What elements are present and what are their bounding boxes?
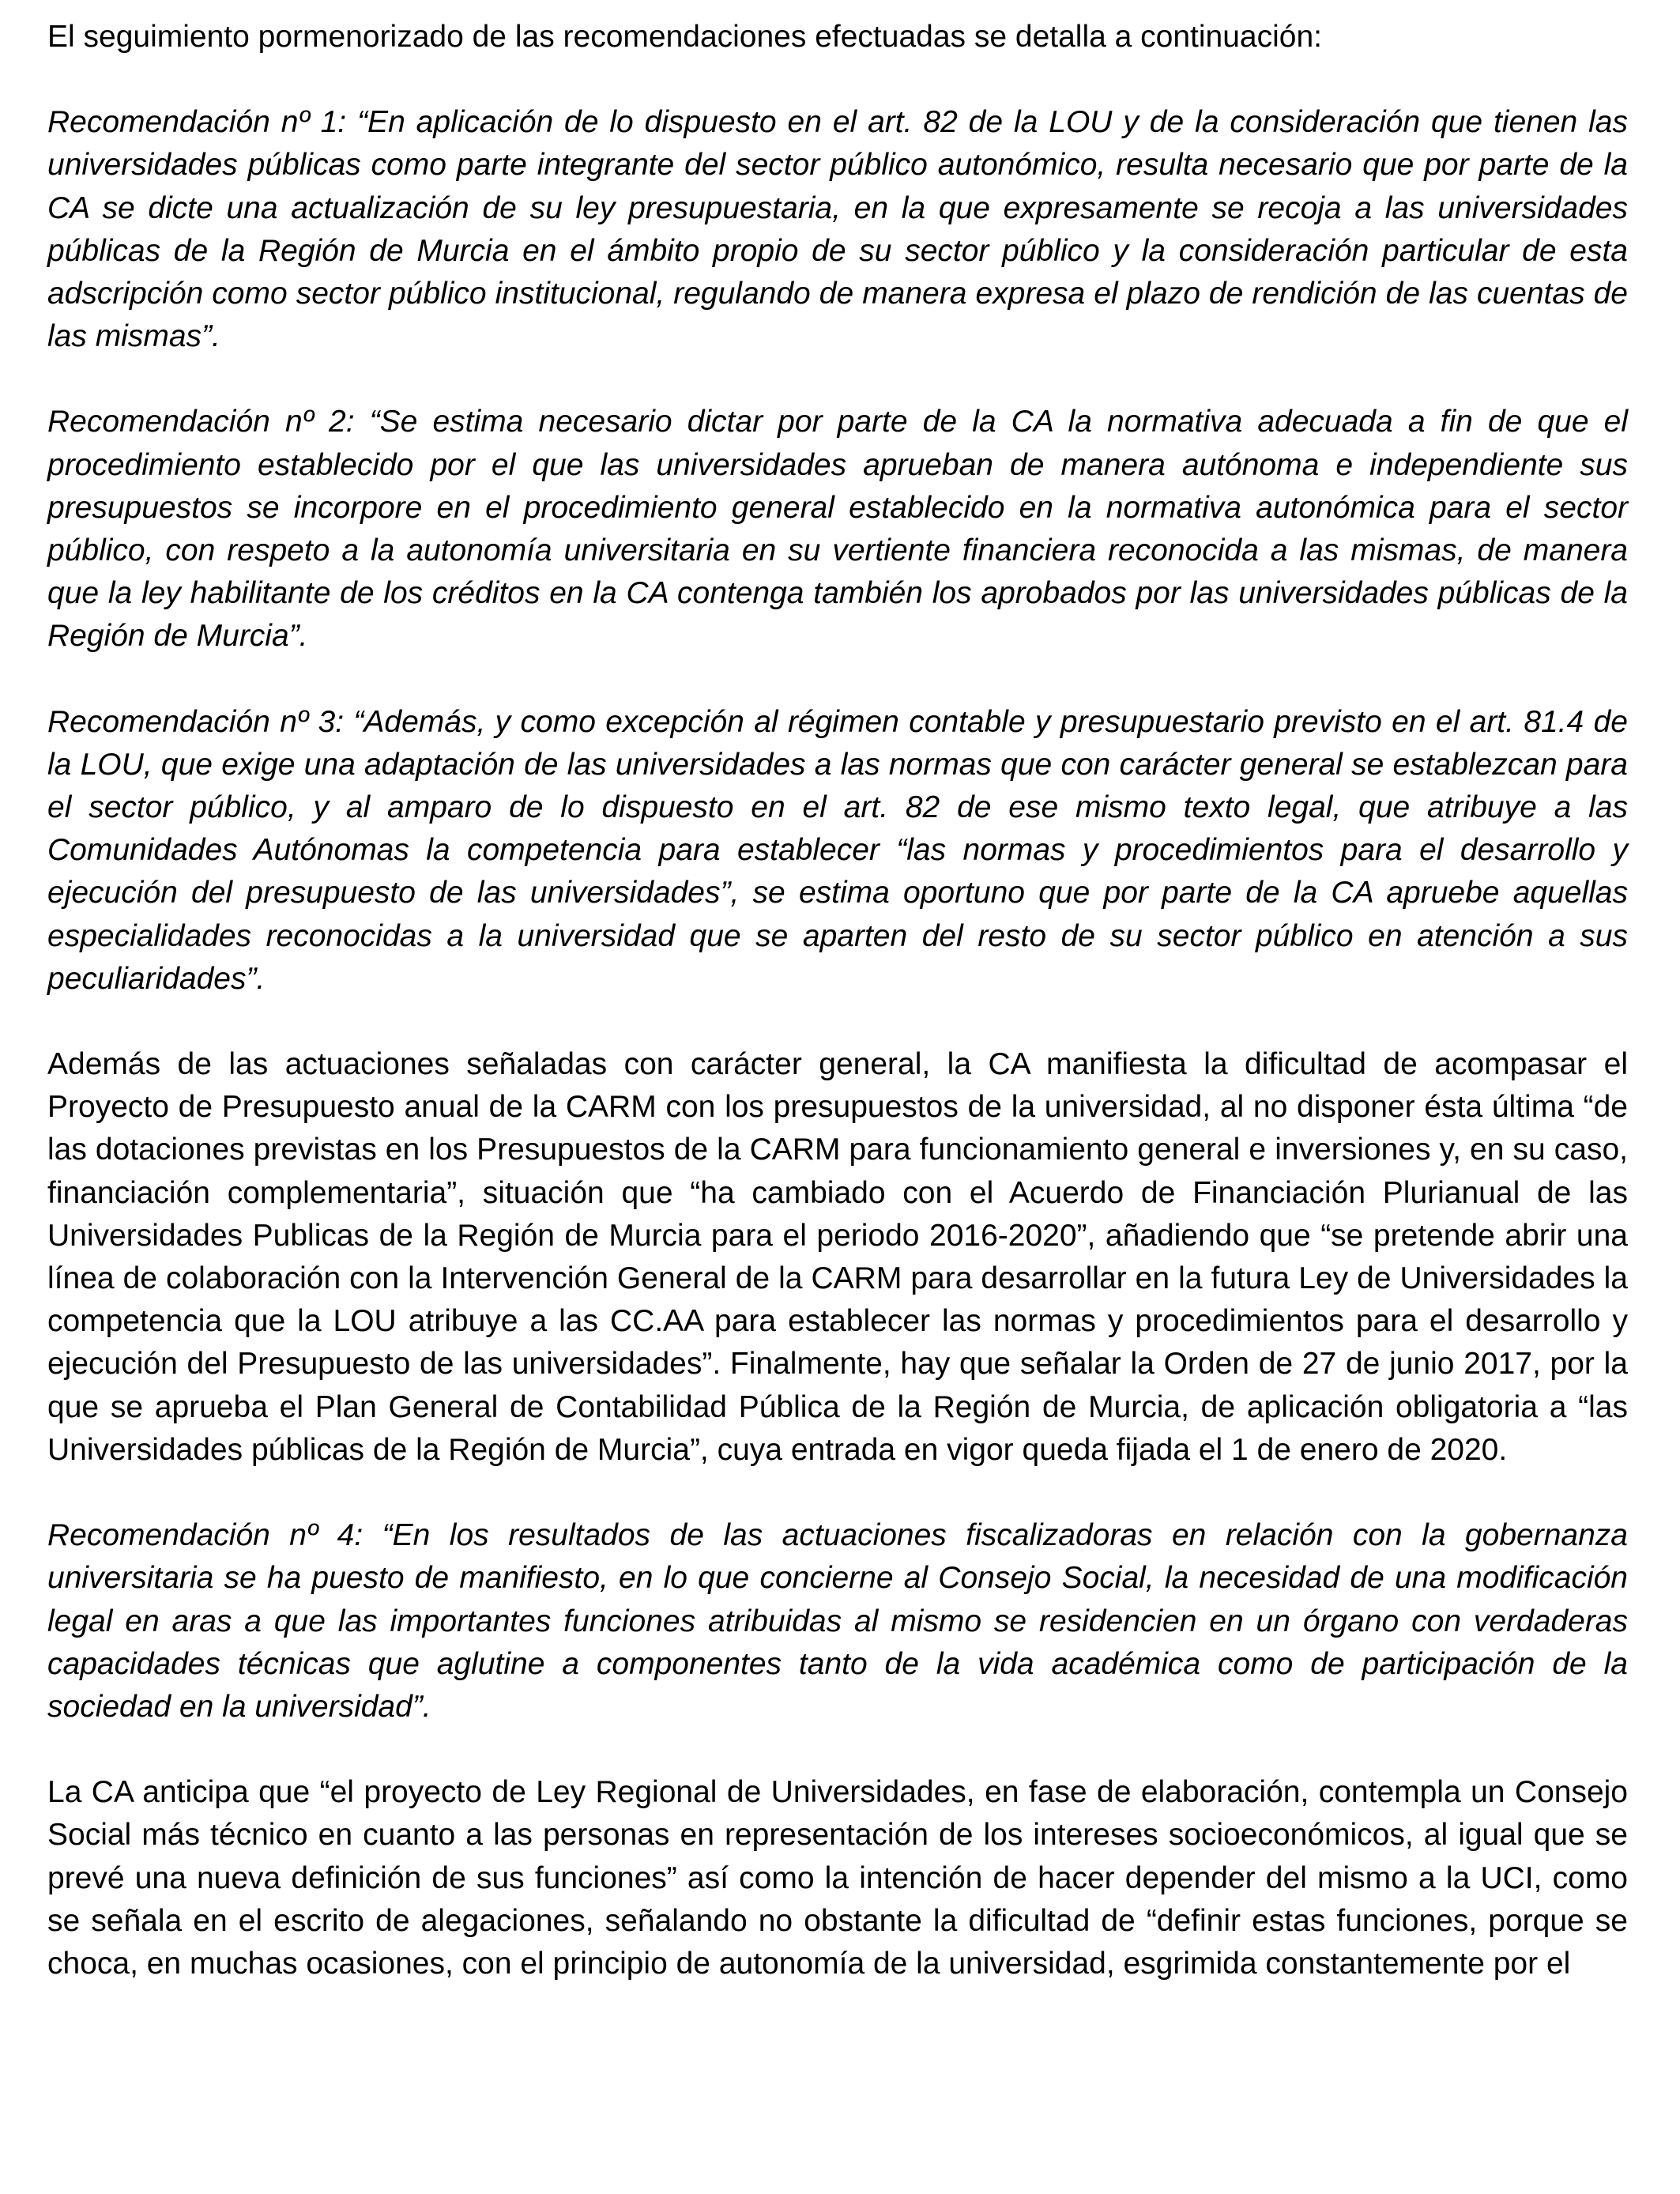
ca-anticipates-paragraph: La CA anticipa que “el proyecto de Ley Regional de Universidades, en fase de elaboración, contempla un Consejo Social más técnico en cuanto a las personas en representación de los intereses socioeconómicos, al igual que se prevé una nueva definición de sus funciones” así como la intención de hacer depender del mismo a la UCI, como se señala en el escrito de alegaciones, señalando no obstante la dificultad de “definir estas funciones, porque se choca, en muchas ocasiones, con el principio de autonomía de la universidad, esgrimida constantemente por el	[47, 1775, 1628, 1981]
document-page	[47, 16, 1628, 1985]
recommendation-3-paragraph: Recomendación nº 3: “Además, y como excepción al régimen contable y presupuestario previsto en el art. 81.4 de la LOU, que exige una adaptación de las universidades a las normas que con carácter general se establezcan para el sector público, y al amparo de lo dispuesto en el art. 82 de ese mismo texto legal, que atribuye a las Comunidades Autónomas la competencia para establecer “las normas y procedimientos para el desarrollo y ejecución del presupuesto de las universidades”, se estima oportuno que por parte de la CA apruebe aquellas especialidades reconocidas a la universidad que se aparten del resto de su sector público en atención a sus peculiaridades”.	[47, 704, 1628, 996]
actions-paragraph: Además de las actuaciones señaladas con carácter general, la CA manifiesta la dificultad de acompasar el Proyecto de Presupuesto anual de la CARM con los presupuestos de la universidad, al no disponer ésta última “de las dotaciones previstas en los Presupuestos de la CARM para funcionamiento general e inversiones y, en su caso, financiación complementaria”, situación que “ha cambiado con el Acuerdo de Financiación Plurianual de las Universidades Publicas de la Región de Murcia para el periodo 2016-2020”, añadiendo que “se pretende abrir una línea de colaboración con la Intervención General de la CARM para desarrollar en la futura Ley de Universidades la competencia que la LOU atribuye a las CC.AA para establecer las normas y procedimientos para el desarrollo y ejecución del Presupuesto de las universidades”. Finalmente, hay que señalar la Orden de 27 de junio 2017, por la que se aprueba el Plan General de Contabilidad Pública de la Región de Murcia, de aplicación obligatoria a “las Universidades públicas de la Región de Murcia”, cuya entrada en vigor queda fijada el 1 de enero de 2020.	[47, 1047, 1628, 1467]
recommendation-1-paragraph: Recomendación nº 1: “En aplicación de lo dispuesto en el art. 82 de la LOU y de la consideración que tienen las universidades públicas como parte integrante del sector público autonómico, resulta necesario que por parte de la CA se dicte una actualización de su ley presupuestaria, en la que expresamente se recoja a las universidades públicas de la Región de Murcia en el ámbito propio de su sector público y la consideración particular de esta adscripción como sector público institucional, regulando de manera expresa el plazo de rendición de las cuentas de las mismas”.	[47, 105, 1628, 354]
intro-paragraph: El seguimiento pormenorizado de las recomendaciones efectuadas se detalla a continuación:	[47, 20, 1322, 54]
recommendation-2-paragraph: Recomendación nº 2: “Se estima necesario dictar por parte de la CA la normativa adecuada a fin de que el procedimiento establecido por el que las universidades aprueban de manera autónoma e independiente sus presupuestos se incorpore en el procedimiento general establecido en la normativa autonómica para el sector público, con respeto a la autonomía universitaria en su vertiente financiera reconocida a las mismas, de manera que la ley habilitante de los créditos en la CA contenga también los aprobados por las universidades públicas de la Región de Murcia”.	[47, 405, 1628, 654]
recommendation-4-paragraph: Recomendación nº 4: “En los resultados de las actuaciones fiscalizadoras en relación con la gobernanza universitaria se ha puesto de manifiesto, en lo que concierne al Consejo Social, la necesidad de una modificación legal en aras a que las importantes funciones atribuidas al mismo se residencien en un órgano con verdaderas capacidades técnicas que aglutine a componentes tanto de la vida académica como de participación de la sociedad en la universidad”.	[47, 1518, 1628, 1724]
